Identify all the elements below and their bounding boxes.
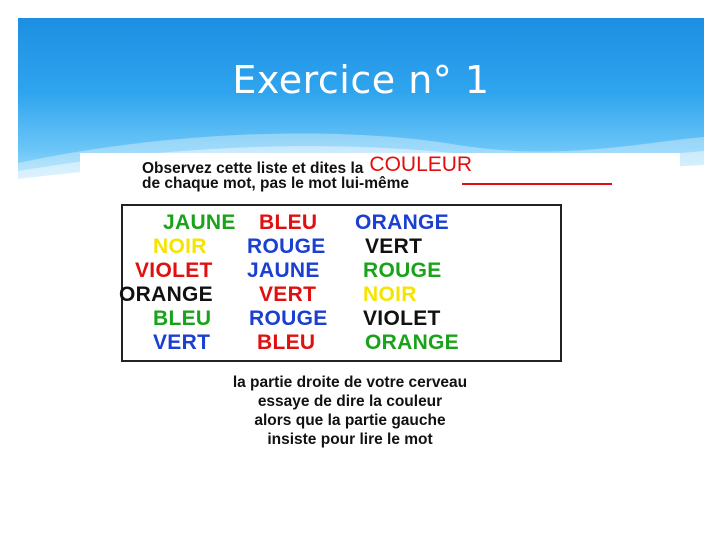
instruction-line-1 bbox=[142, 153, 612, 177]
word-1-2: BLEU bbox=[259, 211, 318, 234]
stroop-test-image bbox=[80, 153, 680, 455]
word-3-3: ROUGE bbox=[363, 259, 442, 282]
word-4-2: VERT bbox=[259, 283, 317, 306]
word-4-1: ORANGE bbox=[119, 283, 213, 306]
instruction-line-2: de chaque mot, pas le mot lui-même bbox=[142, 175, 410, 192]
word-2-2: ROUGE bbox=[247, 235, 326, 258]
instruction-text bbox=[142, 153, 612, 192]
word-2-1: NOIR bbox=[153, 235, 207, 258]
word-6-1: VERT bbox=[153, 331, 211, 354]
highlight-underline bbox=[462, 183, 612, 185]
word-4-3: NOIR bbox=[363, 283, 417, 306]
word-5-3: VIOLET bbox=[363, 307, 441, 330]
explanation-line-4: insiste pour lire le mot bbox=[267, 431, 433, 448]
explanation-line-1: la partie droite de votre cerveau bbox=[232, 374, 468, 391]
word-3-2: JAUNE bbox=[247, 259, 320, 282]
word-1-1: JAUNE bbox=[163, 211, 236, 234]
word-2-3: VERT bbox=[365, 235, 423, 258]
explanation-line-2: essaye de dire la couleur bbox=[257, 393, 443, 410]
word-6-3: ORANGE bbox=[365, 331, 459, 354]
word-5-1: BLEU bbox=[153, 307, 212, 330]
explanation-line-3: alors que la partie gauche bbox=[254, 412, 446, 429]
word-1-3: ORANGE bbox=[355, 211, 449, 234]
word-grid bbox=[121, 204, 562, 362]
word-6-2: BLEU bbox=[257, 331, 316, 354]
slide-title: Exercice n° 1 bbox=[232, 58, 490, 102]
instruction-highlight: COULEUR bbox=[369, 153, 473, 176]
word-3-1: VIOLET bbox=[135, 259, 213, 282]
explanation-text bbox=[170, 373, 530, 449]
word-5-2: ROUGE bbox=[249, 307, 328, 330]
instruction-line-1-text: Observez cette liste et dites la bbox=[142, 160, 364, 177]
